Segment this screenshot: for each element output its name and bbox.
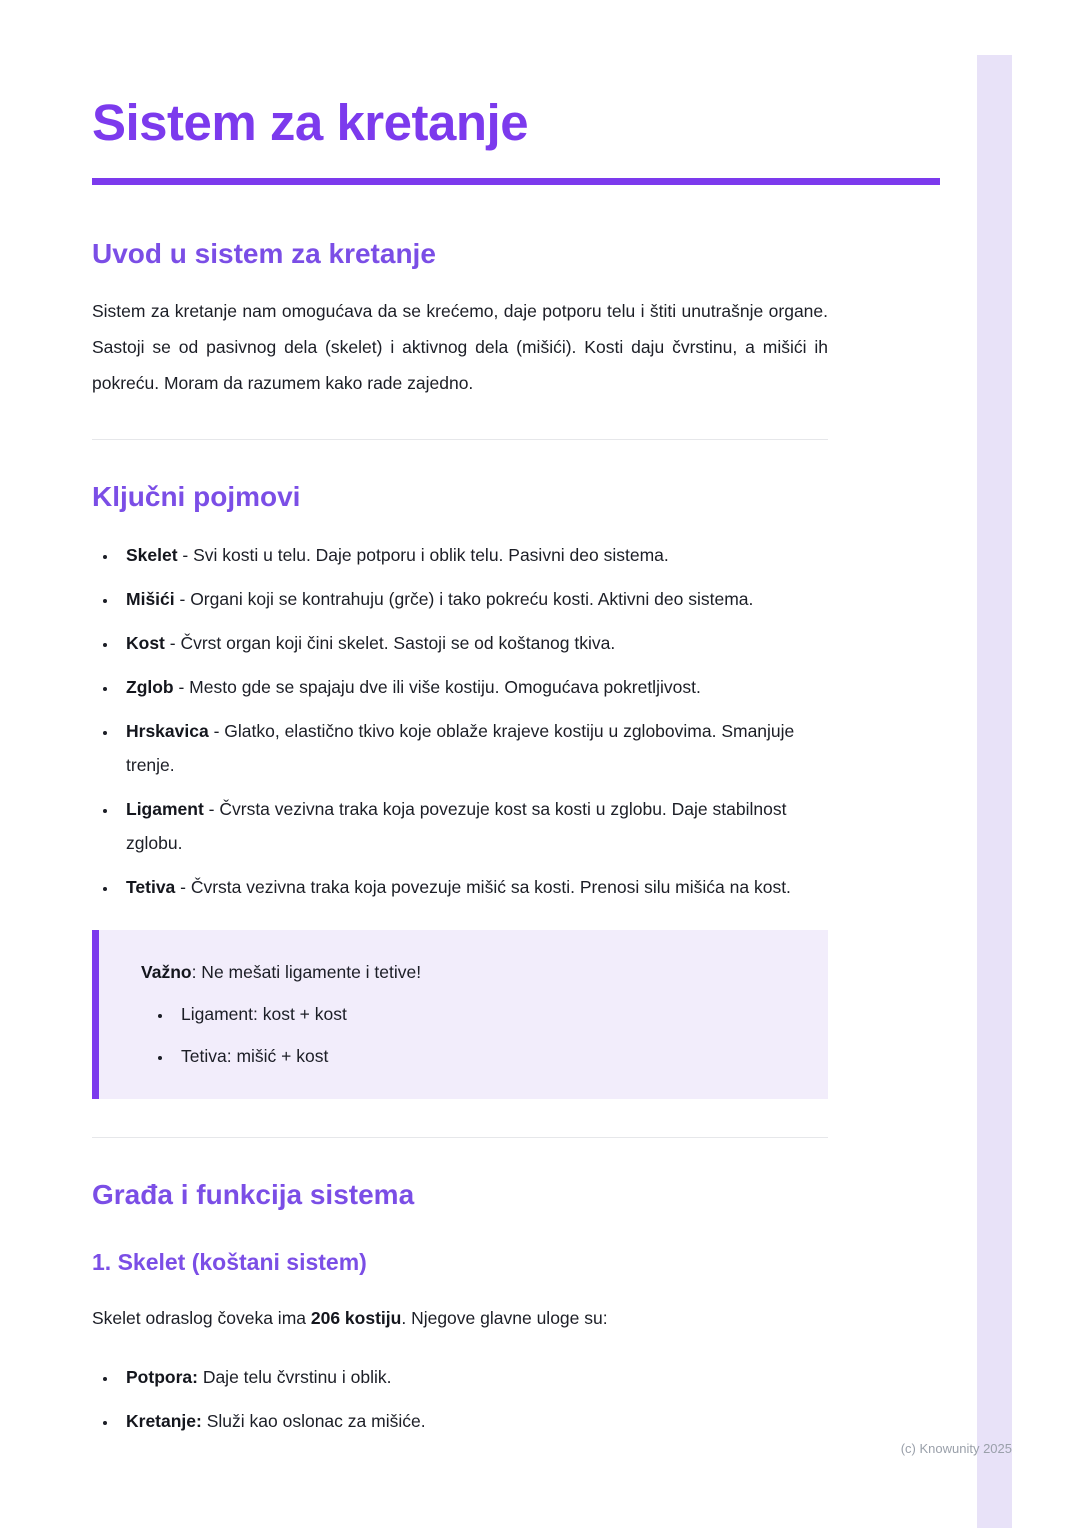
term-name: Tetiva: [126, 876, 176, 897]
skeleton-roles-list: [92, 1360, 828, 1438]
term-name: Skelet: [126, 544, 178, 565]
list-item: [118, 626, 828, 660]
callout-label: Važno: [141, 961, 192, 982]
list-item: [118, 870, 828, 904]
list-item: [118, 1404, 828, 1438]
term-definition: - Glatko, elastično tkivo koje oblaže krajeve kostiju u zglobovima. Smanjuje trenje.: [126, 720, 795, 775]
decorative-side-stripe: [977, 55, 1012, 1528]
term-name: Hrskavica: [126, 720, 209, 741]
important-callout: [92, 930, 828, 1099]
section-divider: [92, 439, 828, 440]
term-definition: - Mesto gde se spajaju dve ili više kostiju. Omogućava pokretljivost.: [173, 676, 701, 697]
list-item: [118, 582, 828, 616]
term-definition: - Svi kosti u telu. Daje potporu i oblik telu. Pasivni deo sistema.: [177, 544, 669, 565]
role-definition: Služi kao oslonac za mišiće.: [201, 1410, 426, 1431]
lead-text-pre: Skelet odraslog čoveka ima: [92, 1307, 311, 1328]
page-title: Sistem za kretanje: [92, 94, 529, 151]
callout-title: [141, 955, 798, 989]
title-underline-rule: [92, 178, 940, 185]
list-item: [118, 714, 828, 782]
structure-section-heading: Građa i funkcija sistema: [92, 1178, 415, 1210]
term-definition: - Organi koji se kontrahuju (grče) i tako pokreću kosti. Aktivni deo sistema.: [174, 588, 754, 609]
list-item: [118, 670, 828, 704]
term-name: Mišići: [126, 588, 175, 609]
term-definition: - Čvrst organ koji čini skelet. Sastoji se od koštanog tkiva.: [164, 632, 616, 653]
role-definition: Daje telu čvrstinu i oblik.: [197, 1366, 392, 1387]
term-name: Ligament: [126, 798, 204, 819]
skeleton-subsection-heading: 1. Skelet (koštani sistem): [92, 1248, 367, 1275]
key-terms-list: [92, 538, 828, 904]
list-item: • Tetiva: mišić + kost: [173, 1039, 798, 1073]
lead-text-bold: 206 kostiju: [310, 1307, 402, 1328]
term-name: Zglob: [126, 676, 174, 697]
intro-section-heading: Uvod u sistem za kretanje: [92, 237, 436, 269]
role-name: Kretanje:: [126, 1410, 202, 1431]
term-definition: - Čvrsta vezivna traka koja povezuje mišić sa kosti. Prenosi silu mišića na kost.: [175, 876, 791, 897]
footer-credit: (c) Knowunity 2025: [900, 1441, 1012, 1456]
term-definition: - Čvrsta vezivna traka koja povezuje kost sa kosti u zglobu. Daje stabilnost zglobu.: [126, 798, 787, 853]
skeleton-lead-paragraph: [92, 1300, 828, 1336]
list-item: [118, 792, 828, 860]
list-item: [118, 1360, 828, 1394]
term-name: Kost: [126, 632, 165, 653]
callout-text: : Ne mešati ligamente i tetive!: [191, 961, 422, 982]
callout-list: [141, 997, 798, 1073]
list-item: [118, 538, 828, 572]
role-name: Potpora:: [126, 1366, 198, 1387]
terms-section-heading: Ključni pojmovi: [92, 480, 301, 512]
list-item: • Ligament: kost + kost: [173, 997, 798, 1031]
lead-text-post: . Njegove glavne uloge su:: [401, 1307, 608, 1328]
intro-paragraph: Sistem za kretanje nam omogućava da se krećemo, daje potporu telu i štiti unutrašnje organe. Sastoji se od pasivnog dela (skelet) i aktivnog dela (mišići). Kosti daju čvrstinu, a mišići ih pokreću. Moram da razumem kako rade zajedno.: [92, 300, 828, 393]
document-content: [92, 0, 828, 1448]
section-divider: [92, 1137, 828, 1138]
